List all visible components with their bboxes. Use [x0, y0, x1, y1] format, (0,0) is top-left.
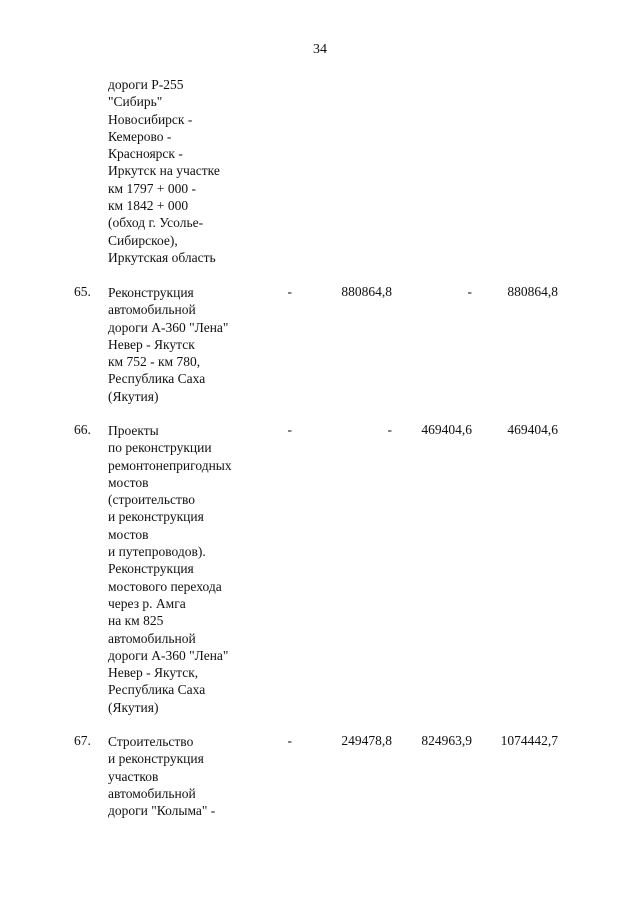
description-line: Реконструкция [108, 561, 194, 577]
description-line: Иркутск на участке [108, 163, 220, 179]
description-line: Республика Саха [108, 371, 206, 387]
description-line: мостового перехода [108, 578, 222, 594]
value-col-3: 469404,6 [421, 422, 472, 437]
description-line: Невер - Якутск [108, 336, 195, 352]
value-col-4: 1074442,7 [500, 733, 558, 748]
description-line: ремонтонепригодных [108, 457, 232, 473]
value-col-2: 880864,8 [341, 284, 392, 299]
description-line: автомобильной [108, 785, 196, 801]
value-col-1: - [287, 284, 292, 299]
value-col-3: - [467, 284, 472, 299]
value-col-1: - [287, 422, 292, 437]
description-line: и реконструкция [108, 751, 204, 767]
description-line: Красноярск - [108, 146, 183, 162]
row-description [108, 76, 278, 266]
value-col-4: 469404,6 [507, 422, 558, 437]
description-line: участков [108, 768, 159, 784]
description-line: автомобильной [108, 302, 196, 318]
description-line: и путепроводов). [108, 544, 206, 560]
description-line: Невер - Якутск, [108, 665, 199, 681]
description-line: "Сибирь" [108, 94, 163, 110]
description-line: км 1842 + 000 [108, 198, 189, 214]
description-line: автомобильной [108, 630, 196, 646]
description-line: Проекты [108, 423, 159, 438]
description-line: (Якутия) [108, 699, 159, 715]
value-col-4: 880864,8 [507, 284, 558, 299]
description-line: Сибирское), [108, 232, 178, 248]
description-line: через р. Амга [108, 595, 186, 611]
description-line: (Якутия) [108, 388, 159, 404]
description-line: Реконструкция [108, 285, 194, 300]
description-line: мостов [108, 526, 149, 542]
description-line: Кемерово - [108, 128, 172, 144]
description-line: дороги Р-255 [108, 77, 184, 92]
value-col-2: - [387, 422, 392, 437]
description-line: км 752 - км 780, [108, 354, 201, 370]
description-line: Новосибирск - [108, 111, 193, 127]
description-line: дороги А-360 "Лена" [108, 647, 229, 663]
description-line: на км 825 [108, 613, 164, 629]
row-description [108, 422, 278, 716]
description-line: и реконструкция [108, 509, 204, 525]
description-line: мостов [108, 474, 149, 490]
description-line: дороги А-360 "Лена" [108, 319, 229, 335]
row-number: 65. [74, 284, 91, 299]
description-line: Строительство [108, 734, 194, 749]
description-line: Иркутская область [108, 249, 216, 265]
description-line: км 1797 + 000 - [108, 180, 196, 196]
row-description [108, 284, 278, 405]
description-line: (обход г. Усолье- [108, 215, 204, 231]
row-number: 67. [74, 733, 91, 748]
value-col-1: - [287, 733, 292, 748]
description-line: Республика Саха [108, 682, 206, 698]
description-line: (строительство [108, 492, 195, 508]
description-line: дороги "Колыма" - [108, 803, 216, 819]
value-col-3: 824963,9 [421, 733, 472, 748]
value-col-2: 249478,8 [341, 733, 392, 748]
row-description [108, 733, 278, 819]
row-number: 66. [74, 422, 91, 437]
page-number: 34 [313, 42, 327, 57]
description-line: по реконструкции [108, 440, 212, 456]
